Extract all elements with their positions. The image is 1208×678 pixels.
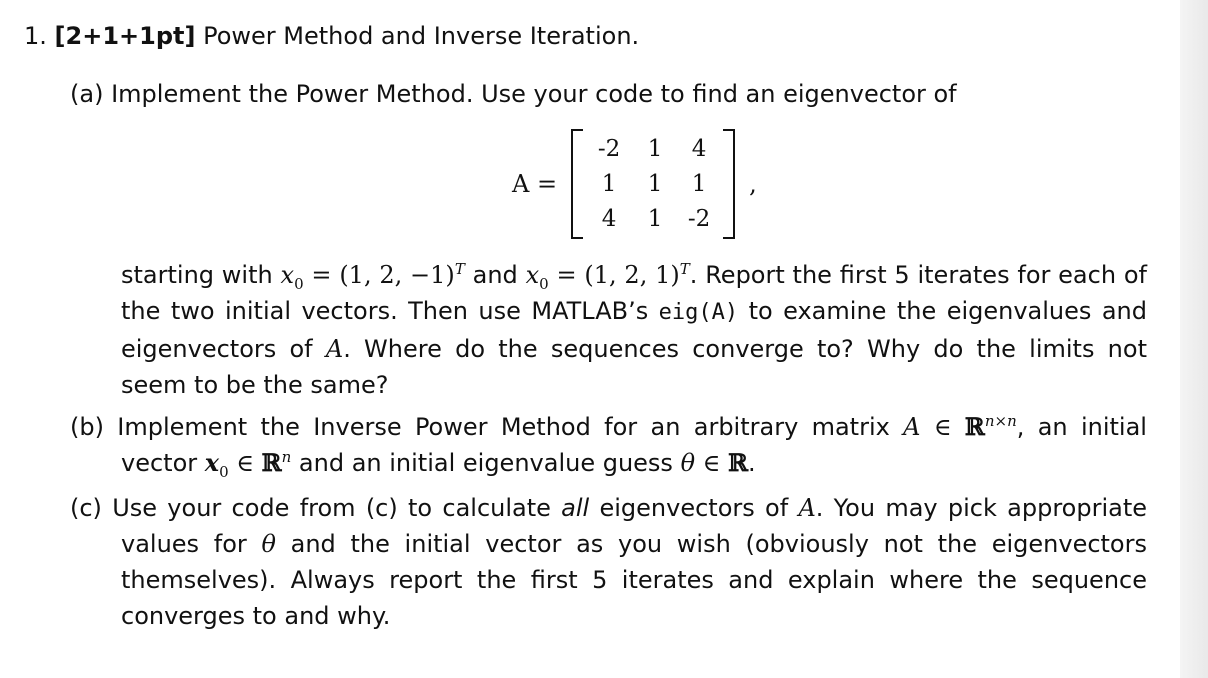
math-theta: θ	[680, 449, 696, 477]
matrix-lhs: A =	[512, 170, 558, 198]
part-a-body	[121, 257, 1147, 403]
problem-title: Power Method and Inverse Iteration.	[203, 22, 640, 50]
part-b	[70, 409, 1147, 481]
part-c-text-4: and the initial vector as you wish (obviously not the eigenvectors themselves). Always report the first 5 iterates and explain where the sequence converges to and why.	[121, 530, 1147, 630]
matrix-cell: 1	[601, 171, 617, 197]
part-b-end: .	[748, 449, 756, 477]
problem-heading	[24, 18, 1124, 54]
part-c-emphasis: all	[561, 494, 590, 522]
code-eig: eig(A)	[658, 300, 739, 325]
part-a-text-2: and	[464, 261, 526, 289]
math-equals: =	[311, 261, 332, 289]
math-element-of: ∈	[236, 449, 255, 477]
part-c	[70, 490, 1147, 634]
matrix-trailing-comma: ,	[749, 170, 757, 198]
matrix-right-bracket	[723, 129, 735, 239]
part-a-text-1: starting with	[121, 261, 281, 289]
math-transpose: T	[454, 260, 465, 278]
math-subscript: 0	[219, 462, 229, 481]
math-A: A	[798, 494, 816, 522]
matrix-cell: 1	[691, 171, 707, 197]
part-a-label: (a)	[70, 80, 104, 108]
math-x0: x	[280, 261, 295, 289]
math-A: A	[903, 413, 921, 441]
matrix-cell: 1	[647, 206, 663, 232]
part-b-text-2: , an initial vector	[121, 413, 1147, 477]
part-a-text-3: . Report the first 5 iterates for each of the two initial vectors. Then use MATLAB’s	[121, 261, 1147, 325]
math-element-of: ∈	[702, 449, 721, 477]
part-c-text-2: eigenvectors of	[589, 494, 799, 522]
math-reals: ℝ	[261, 448, 282, 477]
matrix-cell: -2	[687, 206, 711, 232]
math-dimension: n	[281, 448, 292, 466]
math-subscript: 0	[539, 274, 549, 293]
matrix-left-bracket	[571, 129, 583, 239]
math-A: A	[325, 335, 344, 363]
matrix-cell: -2	[597, 136, 621, 162]
matrix-cell: 1	[647, 136, 663, 162]
math-x0-bold: x	[204, 448, 220, 477]
part-c-text-1: Use your code from (c) to calculate	[112, 494, 562, 522]
math-vector-second: (1, 2, 1)	[584, 261, 680, 289]
math-reals: ℝ	[728, 448, 749, 477]
part-a-text-5: . Where do the sequences converge to? Why do the limits not seem to be the same?	[121, 335, 1147, 399]
math-equals: =	[556, 261, 577, 289]
matrix-cell: 4	[691, 136, 707, 162]
math-transpose: T	[679, 260, 690, 278]
part-a-intro	[70, 76, 1150, 112]
math-reals: ℝ	[964, 412, 985, 441]
part-c-text-3: . You may pick appropriate values for	[121, 494, 1147, 558]
matrix-grid	[583, 132, 723, 237]
problem-points: [2+1+1pt]	[54, 22, 196, 50]
part-a-text-4: to examine the eigenvalues and eigenvectors of	[121, 297, 1147, 363]
matrix-cell: 1	[647, 171, 663, 197]
math-vector-first: (1, 2, −1)	[339, 261, 455, 289]
math-subscript: 0	[294, 274, 304, 293]
part-c-label: (c)	[70, 494, 102, 522]
page-edge-strip	[1180, 0, 1208, 678]
part-b-text-3: and an initial eigenvalue guess	[291, 449, 681, 477]
matrix-cell: 4	[601, 206, 617, 232]
problem-number: 1.	[24, 22, 47, 50]
math-dimension: n×n	[984, 412, 1017, 430]
part-b-label: (b)	[70, 413, 104, 441]
math-theta: θ	[261, 530, 276, 558]
part-a-intro-text: Implement the Power Method. Use your code to find an eigenvector of	[111, 80, 957, 108]
math-element-of: ∈	[933, 413, 952, 441]
part-b-text-1: Implement the Inverse Power Method for an arbitrary matrix	[117, 413, 904, 441]
matrix-equation	[512, 128, 757, 240]
math-x0: x	[525, 261, 540, 289]
